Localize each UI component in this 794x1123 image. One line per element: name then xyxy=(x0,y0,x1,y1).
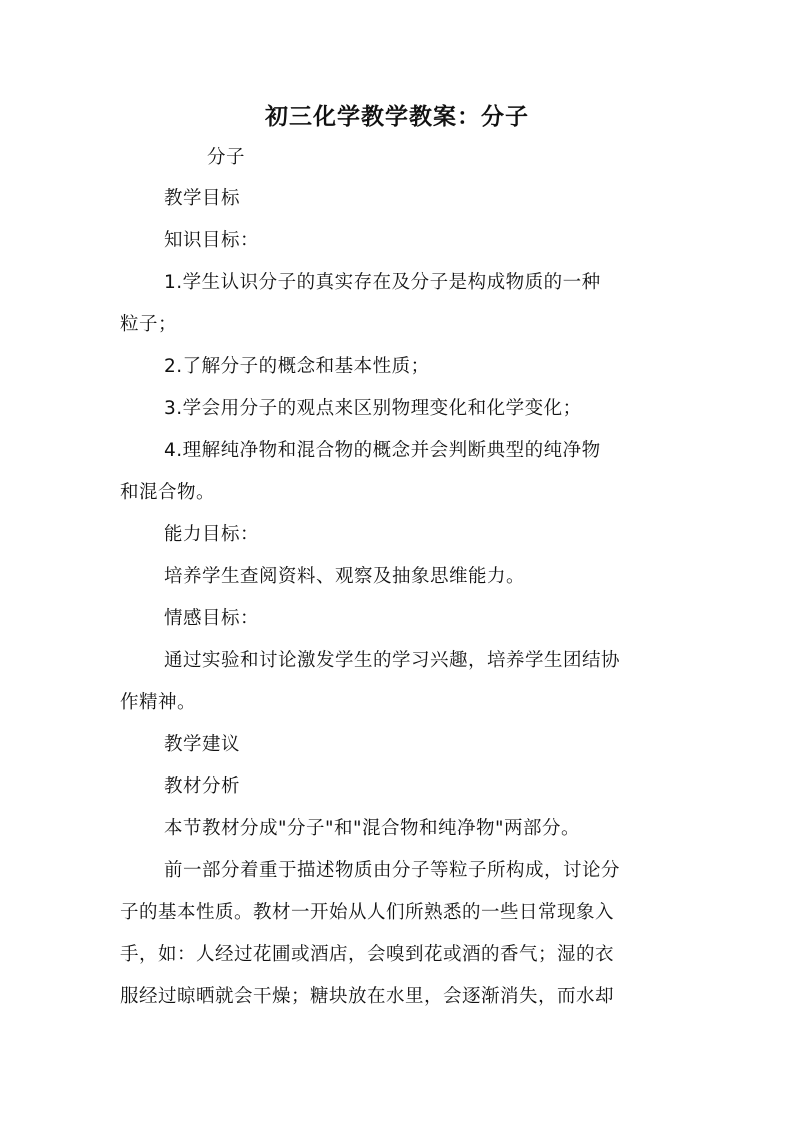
page-title: 初三化学教学教案：分子 xyxy=(265,103,529,130)
analysis-paragraph-2-line-1: 前一部分着重于描述物质由分子等粒子所构成，讨论分 xyxy=(164,860,621,881)
analysis-paragraph-2-line-3: 手，如：人经过花圃或酒店，会嗅到花或酒的香气；湿的衣 xyxy=(120,944,615,965)
objective-item-4-cont: 和混合物。 xyxy=(120,482,216,503)
objective-item-4: 4.理解纯净物和混合物的概念并会判断典型的纯净物 xyxy=(164,440,601,461)
analysis-paragraph-2-line-2: 子的基本性质。教材一开始从人们所熟悉的一些日常现象入 xyxy=(120,902,615,923)
objective-item-1: 1.学生认识分子的真实存在及分子是构成物质的一种 xyxy=(164,272,601,293)
heading-teaching-suggestions: 教学建议 xyxy=(164,734,241,755)
heading-ability-objectives: 能力目标： xyxy=(164,524,260,545)
section-heading-molecule: 分子 xyxy=(207,147,246,168)
heading-emotional-objectives: 情感目标： xyxy=(164,608,260,629)
objective-item-1-cont: 粒子； xyxy=(120,314,178,335)
objective-item-2: 2.了解分子的概念和基本性质； xyxy=(164,356,430,377)
heading-knowledge-objectives: 知识目标： xyxy=(164,230,260,251)
analysis-paragraph-2-line-4: 服经过晾晒就会干燥；糖块放在水里，会逐渐消失，而水却 xyxy=(120,986,615,1007)
objective-item-3: 3.学会用分子的观点来区别物理变化和化学变化； xyxy=(164,398,582,419)
heading-teaching-objectives: 教学目标 xyxy=(164,188,241,209)
heading-textbook-analysis: 教材分析 xyxy=(164,776,241,797)
analysis-paragraph-1: 本节教材分成"分子"和"混合物和纯净物"两部分。 xyxy=(164,818,581,839)
emotional-objective-text: 通过实验和讨论激发学生的学习兴趣，培养学生团结协 xyxy=(164,650,621,671)
ability-objective-text: 培养学生查阅资料、观察及抽象思维能力。 xyxy=(164,566,526,587)
emotional-objective-text-cont: 作精神。 xyxy=(120,692,197,713)
